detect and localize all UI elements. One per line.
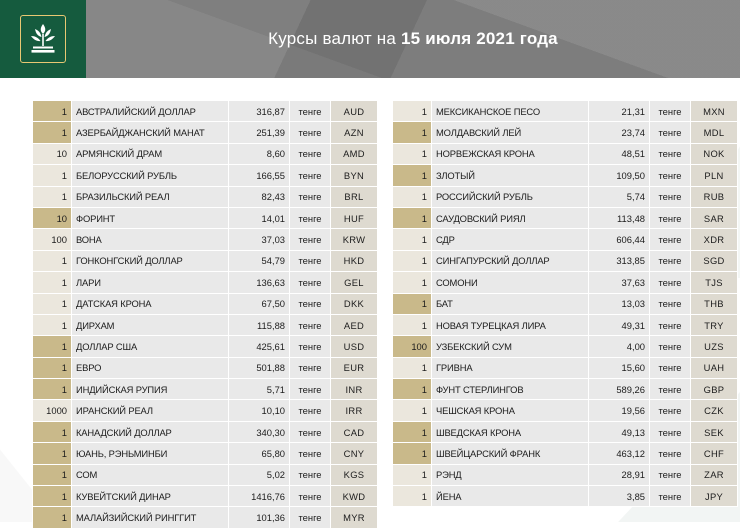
currency-code: KGS xyxy=(331,464,378,485)
rates-table-right xyxy=(392,100,738,507)
currency-code: GBP xyxy=(691,379,738,400)
table-row xyxy=(393,379,738,400)
currency-name: ЗЛОТЫЙ xyxy=(432,165,589,186)
table-row xyxy=(393,293,738,314)
currency-rate-value: 37,63 xyxy=(589,272,650,293)
currency-quantity: 1 xyxy=(393,443,432,464)
currency-code: NOK xyxy=(691,143,738,164)
currency-rate-value: 15,60 xyxy=(589,357,650,378)
rates-column-right xyxy=(392,100,738,507)
currency-name: САУДОВСКИЙ РИЯЛ xyxy=(432,207,589,228)
currency-quantity: 1 xyxy=(33,336,72,357)
currency-rate-value: 49,31 xyxy=(589,314,650,335)
currency-name: ИНДИЙСКАЯ РУПИЯ xyxy=(72,379,229,400)
table-row xyxy=(393,486,738,507)
currency-code: CAD xyxy=(331,421,378,442)
currency-unit-label: тенге xyxy=(650,250,691,271)
currency-name: БРАЗИЛЬСКИЙ РЕАЛ xyxy=(72,186,229,207)
currency-quantity: 1 xyxy=(393,122,432,143)
table-row xyxy=(393,272,738,293)
currency-unit-label: тенге xyxy=(290,357,331,378)
currency-rate-value: 5,71 xyxy=(229,379,290,400)
currency-rate-value: 313,85 xyxy=(589,250,650,271)
table-row xyxy=(393,336,738,357)
currency-code: USD xyxy=(331,336,378,357)
currency-unit-label: тенге xyxy=(290,293,331,314)
table-row xyxy=(33,143,378,164)
currency-unit-label: тенге xyxy=(290,421,331,442)
page-title-prefix: Курсы валют на xyxy=(268,29,397,48)
currency-quantity: 1 xyxy=(393,421,432,442)
currency-quantity: 1 xyxy=(393,101,432,122)
currency-code: MYR xyxy=(331,507,378,528)
table-row xyxy=(33,186,378,207)
table-row xyxy=(393,229,738,250)
table-row xyxy=(33,507,378,528)
currency-unit-label: тенге xyxy=(650,165,691,186)
currency-quantity: 1 xyxy=(393,314,432,335)
currency-quantity: 1 xyxy=(393,186,432,207)
currency-unit-label: тенге xyxy=(650,357,691,378)
table-row xyxy=(33,229,378,250)
currency-unit-label: тенге xyxy=(650,186,691,207)
currency-unit-label: тенге xyxy=(290,379,331,400)
currency-rate-value: 316,87 xyxy=(229,101,290,122)
currency-quantity: 100 xyxy=(393,336,432,357)
currency-quantity: 1 xyxy=(33,293,72,314)
currency-rate-value: 5,74 xyxy=(589,186,650,207)
table-row xyxy=(393,250,738,271)
currency-name: ДАТСКАЯ КРОНА xyxy=(72,293,229,314)
currency-unit-label: тенге xyxy=(650,101,691,122)
currency-unit-label: тенге xyxy=(290,486,331,507)
currency-rate-value: 8,60 xyxy=(229,143,290,164)
currency-quantity: 1 xyxy=(33,507,72,528)
currency-quantity: 1 xyxy=(33,186,72,207)
currency-unit-label: тенге xyxy=(290,229,331,250)
table-row xyxy=(33,486,378,507)
currency-name: ИРАНСКИЙ РЕАЛ xyxy=(72,400,229,421)
currency-rate-value: 5,02 xyxy=(229,464,290,485)
currency-quantity: 1000 xyxy=(33,400,72,421)
currency-name: МЕКСИКАНСКОЕ ПЕСО xyxy=(432,101,589,122)
currency-quantity: 1 xyxy=(393,272,432,293)
currency-rate-value: 463,12 xyxy=(589,443,650,464)
currency-unit-label: тенге xyxy=(650,122,691,143)
table-row xyxy=(393,400,738,421)
currency-quantity: 1 xyxy=(393,229,432,250)
currency-rate-value: 606,44 xyxy=(589,229,650,250)
currency-name: ГОНКОНГСКИЙ ДОЛЛАР xyxy=(72,250,229,271)
currency-name: СОМ xyxy=(72,464,229,485)
currency-name: УЗБЕКСКИЙ СУМ xyxy=(432,336,589,357)
currency-code: CNY xyxy=(331,443,378,464)
currency-code: SGD xyxy=(691,250,738,271)
currency-name: ДИРХАМ xyxy=(72,314,229,335)
table-row xyxy=(33,272,378,293)
currency-unit-label: тенге xyxy=(650,421,691,442)
currency-code: TJS xyxy=(691,272,738,293)
currency-name: МАЛАЙЗИЙСКИЙ РИНГГИТ xyxy=(72,507,229,528)
currency-name: ФУНТ СТЕРЛИНГОВ xyxy=(432,379,589,400)
currency-code: DKK xyxy=(331,293,378,314)
currency-unit-label: тенге xyxy=(650,272,691,293)
currency-rate-value: 54,79 xyxy=(229,250,290,271)
currency-rate-value: 113,48 xyxy=(589,207,650,228)
currency-name: СДР xyxy=(432,229,589,250)
currency-name: СИНГАПУРСКИЙ ДОЛЛАР xyxy=(432,250,589,271)
table-row xyxy=(33,443,378,464)
currency-code: ZAR xyxy=(691,464,738,485)
currency-rate-value: 501,88 xyxy=(229,357,290,378)
table-row xyxy=(393,421,738,442)
currency-name: БЕЛОРУССКИЙ РУБЛЬ xyxy=(72,165,229,186)
currency-quantity: 1 xyxy=(393,143,432,164)
currency-unit-label: тенге xyxy=(290,336,331,357)
currency-unit-label: тенге xyxy=(290,122,331,143)
currency-unit-label: тенге xyxy=(650,400,691,421)
currency-code: AMD xyxy=(331,143,378,164)
currency-name: ВОНА xyxy=(72,229,229,250)
currency-unit-label: тенге xyxy=(290,101,331,122)
currency-quantity: 10 xyxy=(33,143,72,164)
currency-rate-value: 49,13 xyxy=(589,421,650,442)
currency-quantity: 1 xyxy=(393,400,432,421)
table-row xyxy=(393,443,738,464)
currency-rate-value: 589,26 xyxy=(589,379,650,400)
page-header xyxy=(0,0,740,78)
currency-rate-value: 65,80 xyxy=(229,443,290,464)
currency-name: РЭНД xyxy=(432,464,589,485)
currency-code: HKD xyxy=(331,250,378,271)
currency-unit-label: тенге xyxy=(290,314,331,335)
logo-block xyxy=(0,0,86,78)
currency-rate-value: 10,10 xyxy=(229,400,290,421)
currency-code: HUF xyxy=(331,207,378,228)
rates-column-left xyxy=(32,100,378,529)
currency-code: AED xyxy=(331,314,378,335)
currency-quantity: 1 xyxy=(33,379,72,400)
currency-rate-value: 4,00 xyxy=(589,336,650,357)
currency-code: SAR xyxy=(691,207,738,228)
currency-quantity: 1 xyxy=(393,357,432,378)
table-row xyxy=(33,336,378,357)
table-row xyxy=(393,122,738,143)
currency-name: ДОЛЛАР США xyxy=(72,336,229,357)
currency-name: ЙЕНА xyxy=(432,486,589,507)
currency-quantity: 1 xyxy=(393,207,432,228)
currency-code: AUD xyxy=(331,101,378,122)
currency-quantity: 1 xyxy=(393,486,432,507)
currency-rate-value: 101,36 xyxy=(229,507,290,528)
currency-name: АРМЯНСКИЙ ДРАМ xyxy=(72,143,229,164)
currency-rate-value: 37,03 xyxy=(229,229,290,250)
currency-code: CZK xyxy=(691,400,738,421)
currency-name: ШВЕЙЦАРСКИЙ ФРАНК xyxy=(432,443,589,464)
table-row xyxy=(393,165,738,186)
currency-code: IRR xyxy=(331,400,378,421)
currency-quantity: 1 xyxy=(33,421,72,442)
currency-code: CHF xyxy=(691,443,738,464)
currency-rate-value: 23,74 xyxy=(589,122,650,143)
currency-name: ЮАНЬ, РЭНЬМИНБИ xyxy=(72,443,229,464)
currency-code: EUR xyxy=(331,357,378,378)
currency-quantity: 1 xyxy=(33,122,72,143)
currency-unit-label: тенге xyxy=(290,464,331,485)
table-row xyxy=(33,379,378,400)
currency-quantity: 1 xyxy=(393,379,432,400)
table-row xyxy=(33,250,378,271)
currency-quantity: 100 xyxy=(33,229,72,250)
currency-code: PLN xyxy=(691,165,738,186)
currency-name: НОВАЯ ТУРЕЦКАЯ ЛИРА xyxy=(432,314,589,335)
currency-unit-label: тенге xyxy=(290,207,331,228)
currency-quantity: 1 xyxy=(33,464,72,485)
currency-rate-value: 67,50 xyxy=(229,293,290,314)
currency-unit-label: тенге xyxy=(650,379,691,400)
currency-unit-label: тенге xyxy=(290,250,331,271)
currency-rate-value: 1416,76 xyxy=(229,486,290,507)
currency-unit-label: тенге xyxy=(290,143,331,164)
currency-code: AZN xyxy=(331,122,378,143)
currency-quantity: 1 xyxy=(33,486,72,507)
currency-rate-value: 28,91 xyxy=(589,464,650,485)
currency-code: MXN xyxy=(691,101,738,122)
currency-code: GEL xyxy=(331,272,378,293)
currency-rate-value: 109,50 xyxy=(589,165,650,186)
currency-code: JPY xyxy=(691,486,738,507)
currency-name: ЛАРИ xyxy=(72,272,229,293)
currency-quantity: 1 xyxy=(33,314,72,335)
currency-rate-value: 48,51 xyxy=(589,143,650,164)
currency-unit-label: тенге xyxy=(650,207,691,228)
currency-rate-value: 13,03 xyxy=(589,293,650,314)
currency-name: ЕВРО xyxy=(72,357,229,378)
currency-quantity: 1 xyxy=(393,293,432,314)
currency-code: UZS xyxy=(691,336,738,357)
table-row xyxy=(393,357,738,378)
currency-name: МОЛДАВСКИЙ ЛЕЙ xyxy=(432,122,589,143)
table-row xyxy=(33,165,378,186)
currency-rate-value: 340,30 xyxy=(229,421,290,442)
currency-code: KRW xyxy=(331,229,378,250)
currency-name: СОМОНИ xyxy=(432,272,589,293)
currency-rate-value: 14,01 xyxy=(229,207,290,228)
currency-rate-value: 115,88 xyxy=(229,314,290,335)
currency-code: BRL xyxy=(331,186,378,207)
currency-rate-value: 19,56 xyxy=(589,400,650,421)
page-title xyxy=(86,0,740,78)
currency-code: INR xyxy=(331,379,378,400)
currency-quantity: 1 xyxy=(33,165,72,186)
currency-code: RUB xyxy=(691,186,738,207)
currency-unit-label: тенге xyxy=(650,143,691,164)
currency-unit-label: тенге xyxy=(650,314,691,335)
currency-unit-label: тенге xyxy=(290,165,331,186)
currency-code: THB xyxy=(691,293,738,314)
currency-rate-value: 21,31 xyxy=(589,101,650,122)
currency-name: БАТ xyxy=(432,293,589,314)
table-row xyxy=(33,421,378,442)
currency-quantity: 1 xyxy=(393,250,432,271)
currency-rate-value: 3,85 xyxy=(589,486,650,507)
currency-name: АЗЕРБАЙДЖАНСКИЙ МАНАТ xyxy=(72,122,229,143)
currency-code: TRY xyxy=(691,314,738,335)
currency-name: КУВЕЙТСКИЙ ДИНАР xyxy=(72,486,229,507)
currency-name: КАНАДСКИЙ ДОЛЛАР xyxy=(72,421,229,442)
currency-quantity: 10 xyxy=(33,207,72,228)
table-row xyxy=(33,464,378,485)
currency-unit-label: тенге xyxy=(650,443,691,464)
currency-code: MDL xyxy=(691,122,738,143)
currency-unit-label: тенге xyxy=(290,443,331,464)
national-bank-emblem-icon xyxy=(20,15,66,63)
currency-rate-value: 425,61 xyxy=(229,336,290,357)
currency-code: KWD xyxy=(331,486,378,507)
currency-code: UAH xyxy=(691,357,738,378)
currency-quantity: 1 xyxy=(393,464,432,485)
currency-quantity: 1 xyxy=(33,101,72,122)
table-row xyxy=(33,101,378,122)
currency-rate-value: 166,55 xyxy=(229,165,290,186)
currency-name: ШВЕДСКАЯ КРОНА xyxy=(432,421,589,442)
currency-name: РОССИЙСКИЙ РУБЛЬ xyxy=(432,186,589,207)
currency-rate-value: 82,43 xyxy=(229,186,290,207)
currency-unit-label: тенге xyxy=(650,464,691,485)
currency-quantity: 1 xyxy=(33,357,72,378)
table-row xyxy=(393,207,738,228)
rates-table-left xyxy=(32,100,378,529)
table-row xyxy=(33,122,378,143)
currency-unit-label: тенге xyxy=(290,507,331,528)
table-row xyxy=(33,293,378,314)
currency-name: ГРИВНА xyxy=(432,357,589,378)
currency-rate-value: 136,63 xyxy=(229,272,290,293)
currency-unit-label: тенге xyxy=(290,272,331,293)
currency-code: SEK xyxy=(691,421,738,442)
currency-unit-label: тенге xyxy=(290,400,331,421)
table-row xyxy=(393,314,738,335)
currency-name: АВСТРАЛИЙСКИЙ ДОЛЛАР xyxy=(72,101,229,122)
table-row xyxy=(33,357,378,378)
table-row xyxy=(33,207,378,228)
table-row xyxy=(393,186,738,207)
page-title-date: 15 июля 2021 года xyxy=(401,29,558,48)
currency-name: НОРВЕЖСКАЯ КРОНА xyxy=(432,143,589,164)
currency-code: BYN xyxy=(331,165,378,186)
currency-unit-label: тенге xyxy=(650,229,691,250)
currency-quantity: 1 xyxy=(33,250,72,271)
currency-unit-label: тенге xyxy=(650,293,691,314)
table-row xyxy=(33,314,378,335)
table-row xyxy=(33,400,378,421)
currency-name: ЧЕШСКАЯ КРОНА xyxy=(432,400,589,421)
currency-quantity: 1 xyxy=(33,443,72,464)
table-row xyxy=(393,143,738,164)
currency-quantity: 1 xyxy=(33,272,72,293)
currency-quantity: 1 xyxy=(393,165,432,186)
currency-unit-label: тенге xyxy=(290,186,331,207)
table-row xyxy=(393,101,738,122)
currency-code: XDR xyxy=(691,229,738,250)
currency-unit-label: тенге xyxy=(650,486,691,507)
currency-name: ФОРИНТ xyxy=(72,207,229,228)
currency-unit-label: тенге xyxy=(650,336,691,357)
currency-rate-value: 251,39 xyxy=(229,122,290,143)
table-row xyxy=(393,464,738,485)
